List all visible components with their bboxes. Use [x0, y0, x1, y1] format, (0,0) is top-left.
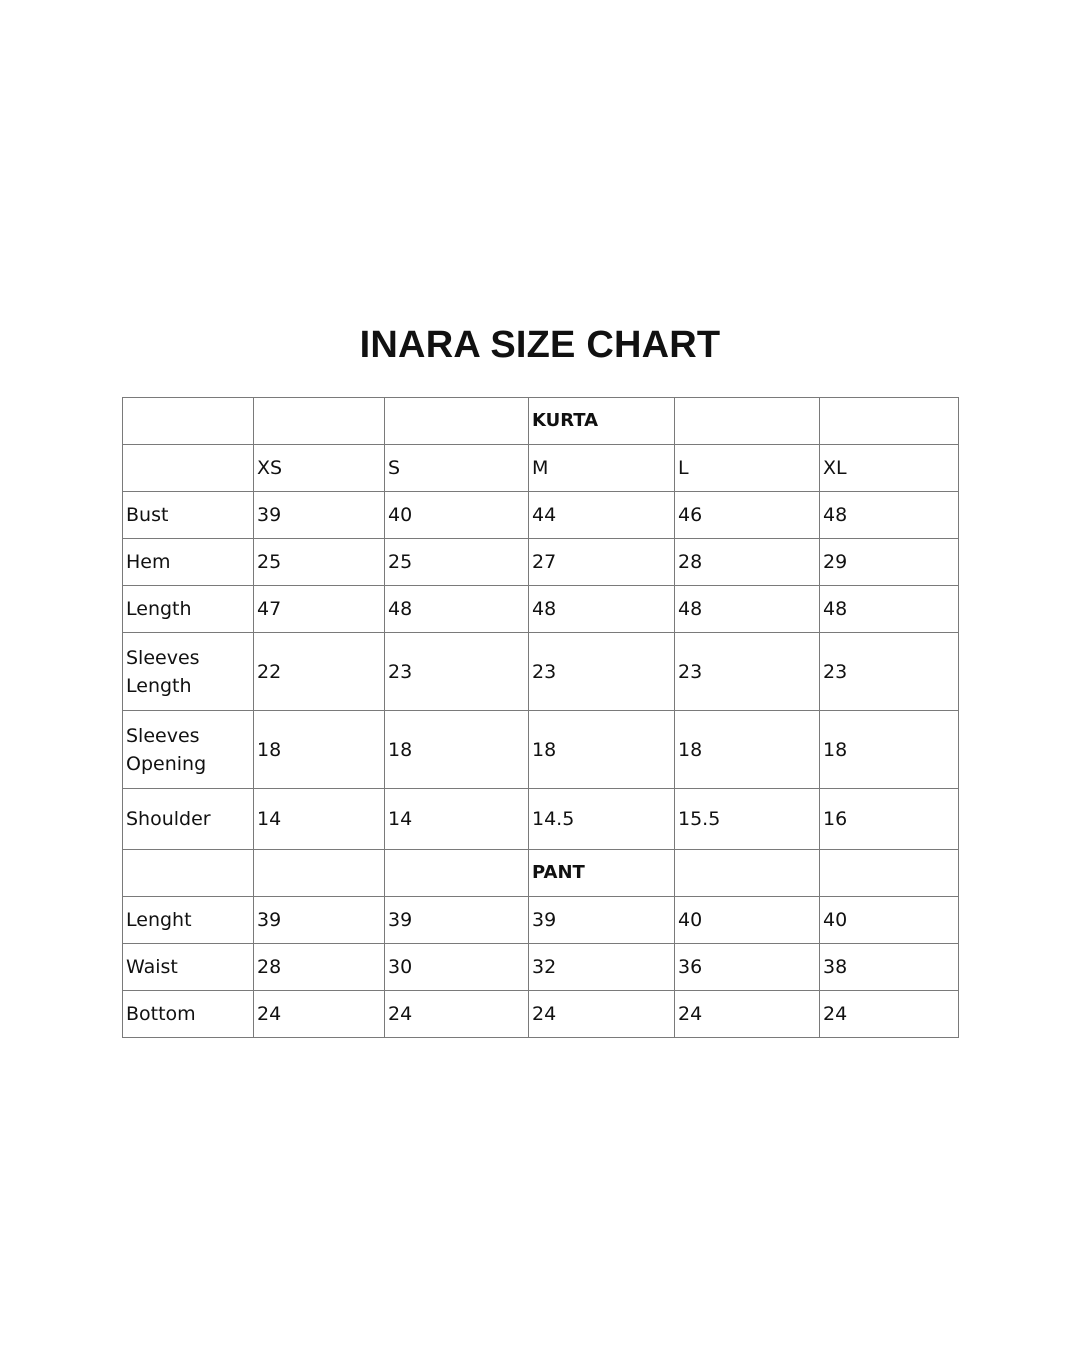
- value-cell: 18: [385, 711, 529, 789]
- row-label: Sleeves Length: [123, 633, 254, 711]
- value-cell: 15.5: [675, 789, 820, 850]
- value-cell: 48: [529, 586, 675, 633]
- table-row: [123, 711, 959, 789]
- row-label: Length: [123, 586, 254, 633]
- value-cell: 27: [529, 539, 675, 586]
- empty-cell: [123, 398, 254, 445]
- value-cell: 24: [820, 991, 959, 1038]
- value-cell: 48: [820, 492, 959, 539]
- value-cell: 24: [254, 991, 385, 1038]
- value-cell: 29: [820, 539, 959, 586]
- empty-cell: [385, 398, 529, 445]
- value-cell: 48: [675, 586, 820, 633]
- empty-cell: [123, 445, 254, 492]
- empty-cell: [123, 850, 254, 897]
- table-row: [123, 492, 959, 539]
- value-cell: 18: [675, 711, 820, 789]
- table-row: [123, 586, 959, 633]
- size-header-row: [123, 445, 959, 492]
- size-header-cell: L: [675, 445, 820, 492]
- empty-cell: [254, 850, 385, 897]
- table-row: [123, 539, 959, 586]
- row-label: Bottom: [123, 991, 254, 1038]
- value-cell: 25: [385, 539, 529, 586]
- value-cell: 25: [254, 539, 385, 586]
- empty-cell: [254, 398, 385, 445]
- value-cell: 14.5: [529, 789, 675, 850]
- value-cell: 30: [385, 944, 529, 991]
- value-cell: 39: [385, 897, 529, 944]
- row-label: Shoulder: [123, 789, 254, 850]
- value-cell: 14: [385, 789, 529, 850]
- kurta-section-label: KURTA: [529, 398, 675, 445]
- row-label: Bust: [123, 492, 254, 539]
- size-header-cell: S: [385, 445, 529, 492]
- empty-cell: [675, 398, 820, 445]
- value-cell: 24: [529, 991, 675, 1038]
- size-header-cell: XS: [254, 445, 385, 492]
- table-row: [123, 991, 959, 1038]
- row-label: Lenght: [123, 897, 254, 944]
- row-label: Hem: [123, 539, 254, 586]
- value-cell: 44: [529, 492, 675, 539]
- value-cell: 18: [529, 711, 675, 789]
- value-cell: 36: [675, 944, 820, 991]
- value-cell: 39: [529, 897, 675, 944]
- table-row: [123, 944, 959, 991]
- empty-cell: [385, 850, 529, 897]
- value-cell: 23: [820, 633, 959, 711]
- size-header-cell: XL: [820, 445, 959, 492]
- value-cell: 18: [820, 711, 959, 789]
- value-cell: 46: [675, 492, 820, 539]
- value-cell: 22: [254, 633, 385, 711]
- empty-cell: [820, 850, 959, 897]
- value-cell: 23: [529, 633, 675, 711]
- value-cell: 18: [254, 711, 385, 789]
- size-chart-table: [122, 397, 959, 1038]
- value-cell: 40: [675, 897, 820, 944]
- value-cell: 48: [820, 586, 959, 633]
- empty-cell: [820, 398, 959, 445]
- page-title: INARA SIZE CHART: [359, 324, 721, 366]
- value-cell: 40: [385, 492, 529, 539]
- pant-section-row: [123, 850, 959, 897]
- row-label: Sleeves Opening: [123, 711, 254, 789]
- value-cell: 24: [385, 991, 529, 1038]
- size-header-cell: M: [529, 445, 675, 492]
- value-cell: 40: [820, 897, 959, 944]
- value-cell: 23: [675, 633, 820, 711]
- table-row: [123, 633, 959, 711]
- value-cell: 38: [820, 944, 959, 991]
- value-cell: 28: [254, 944, 385, 991]
- value-cell: 39: [254, 492, 385, 539]
- value-cell: 23: [385, 633, 529, 711]
- pant-section-label: PANT: [529, 850, 675, 897]
- value-cell: 39: [254, 897, 385, 944]
- table-row: [123, 897, 959, 944]
- value-cell: 16: [820, 789, 959, 850]
- table-row: [123, 789, 959, 850]
- value-cell: 14: [254, 789, 385, 850]
- row-label: Waist: [123, 944, 254, 991]
- value-cell: 24: [675, 991, 820, 1038]
- empty-cell: [675, 850, 820, 897]
- value-cell: 28: [675, 539, 820, 586]
- value-cell: 32: [529, 944, 675, 991]
- value-cell: 47: [254, 586, 385, 633]
- value-cell: 48: [385, 586, 529, 633]
- kurta-section-row: [123, 398, 959, 445]
